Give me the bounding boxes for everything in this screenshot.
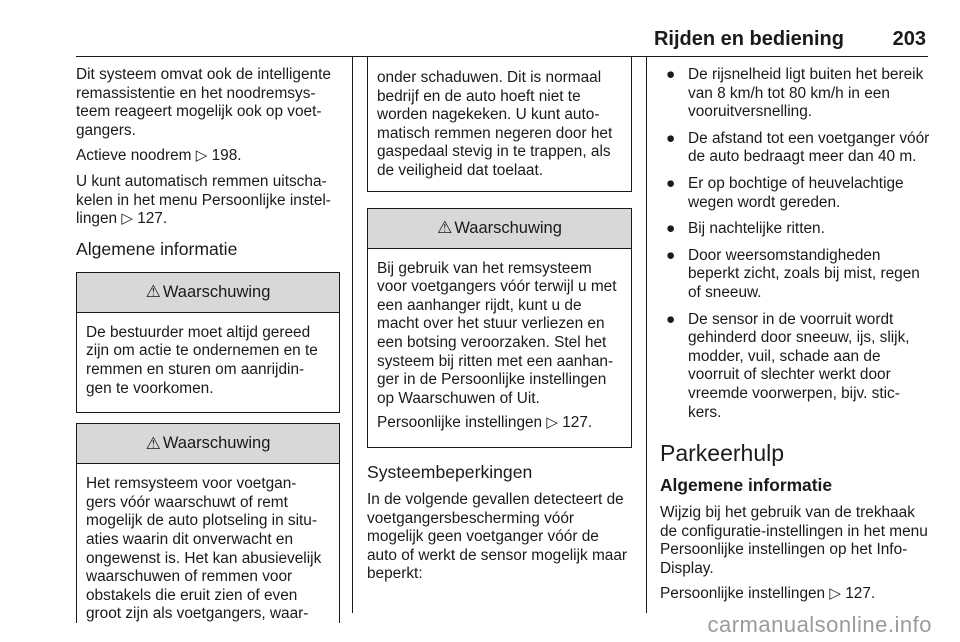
cross-reference-link[interactable]: 127.	[845, 585, 876, 603]
cross-reference-link[interactable]: 127.	[137, 210, 168, 228]
warning-box	[76, 423, 340, 623]
paragraph: Persoonlijke instellingen ▷ 127.	[660, 585, 876, 603]
cross-reference-link[interactable]: 198.	[211, 147, 242, 165]
paragraph: In de volgende gevallen detecteert de voetgangersbescherming vóór mogelijk geen voetganger vóór de auto of werkt de sensor mogelijk maar beperkt:	[367, 490, 628, 583]
section-heading: Algemene informatie	[76, 238, 238, 259]
list-item: ● Door weersomstandigheden beperkt zicht, zoals bij mist, regen of sneeuw.	[666, 246, 920, 301]
column-divider	[352, 57, 353, 613]
section-heading: Systeembeperkingen	[367, 461, 533, 482]
warning-text: Bij gebruik van het remsysteem voor voetgangers vóór terwijl u met een aanhanger rijdt, kunt u de macht over het stuur verliezen en een botsing veroorzaken. Stel het systeem bij ritten met een aanhan- ger in de Persoonlijke instellingen op Waarschuwen of Uit.	[377, 259, 617, 407]
warning-header: ⚠ Waarschuwing	[77, 273, 339, 313]
bullet-icon: ●	[666, 246, 676, 264]
warning-triangle-icon: ⚠	[145, 282, 161, 302]
paragraph: Actieve noodrem ▷ 198.	[76, 147, 242, 165]
warning-text: De bestuurder moet altijd gereed zijn om actie te ondernemen en te remmen en sturen om aanrijdin- gen te voorkomen.	[86, 323, 318, 397]
list-item: ● De afstand tot een voetganger vóór de auto bedraagt meer dan 40 m.	[666, 129, 930, 166]
warning-text: Het remsysteem voor voetgan- gers vóór waarschuwt of remt mogelijk de auto plotseling in situ- aties waarin dit onverwacht en ongewenst is. Het kan abusievelijk waarschuwen of remmen voor obstakels die eruit zien of even groot zijn als voetgangers, waar-	[86, 475, 322, 623]
warning-box-continued	[367, 57, 632, 192]
paragraph: Dit systeem omvat ook de intelligente remassistentie en het noodremsys- teem reageert mogelijk ook op voet- gangers.	[76, 66, 331, 139]
warning-header: ⚠ Waarschuwing	[368, 209, 631, 249]
bullet-icon: ●	[666, 129, 676, 147]
cross-reference-link[interactable]: 127.	[562, 414, 593, 432]
bullet-icon: ●	[666, 220, 676, 238]
chapter-title: Rijden en bediening	[653, 28, 844, 50]
section-title: Parkeerhulp	[660, 440, 785, 467]
column-1	[76, 66, 340, 623]
bullet-icon: ●	[666, 66, 676, 83]
column-3	[660, 66, 930, 611]
warning-box	[367, 208, 632, 448]
warning-text: onder schaduwen. Dit is normaal bedrijf en de auto hoeft niet te worden nagekeken. U kunt auto- matisch remmen negeren door het gaspedaal stevig in te trappen, als de veiligheid dat toelaat.	[377, 69, 613, 179]
page-reference-arrow-icon: ▷	[195, 147, 208, 165]
page-number: 203	[892, 28, 926, 50]
watermark: carmanualsonline.info	[707, 612, 932, 637]
bullet-icon: ●	[666, 174, 676, 192]
warning-box	[76, 272, 340, 413]
warning-triangle-icon: ⚠	[437, 218, 453, 238]
list-item: ● Bij nachtelijke ritten.	[666, 220, 825, 238]
column-divider	[646, 57, 647, 613]
page-reference-arrow-icon: ▷	[829, 585, 841, 603]
list-item: ● De rijsnelheid ligt buiten het bereik van 8 km/h tot 80 km/h in een vooruitversnelling.	[666, 66, 924, 121]
list-item: ● Er op bochtige of heuvelachtige wegen wordt gereden.	[666, 174, 904, 211]
list-item: ● De sensor in de voorruit wordt gehinderd door sneeuw, ijs, slijk, modder, vuil, schade aan de voorruit of slechter werkt door vreemde voorwerpen, bijv. stic- kers.	[666, 310, 910, 421]
paragraph: Wijzig bij het gebruik van de trekhaak de configuratie-instellingen in het menu Persoonlijke instellingen op het Info-Display.	[660, 504, 928, 577]
column-2	[367, 57, 632, 591]
page-reference-arrow-icon: ▷	[121, 210, 133, 228]
page-reference-arrow-icon: ▷	[546, 414, 558, 432]
warning-triangle-icon: ⚠	[145, 433, 161, 453]
warning-header: ⚠ Waarschuwing	[77, 424, 339, 464]
limitations-list	[660, 66, 930, 422]
page-header	[0, 28, 960, 54]
paragraph: Persoonlijke instellingen ▷ 127.	[377, 414, 593, 432]
paragraph: U kunt automatisch remmen uitscha- kelen in het menu Persoonlijke instel- lingen ▷ 127.	[76, 172, 331, 228]
subheading: Algemene informatie	[660, 475, 833, 496]
bullet-icon: ●	[666, 310, 676, 328]
